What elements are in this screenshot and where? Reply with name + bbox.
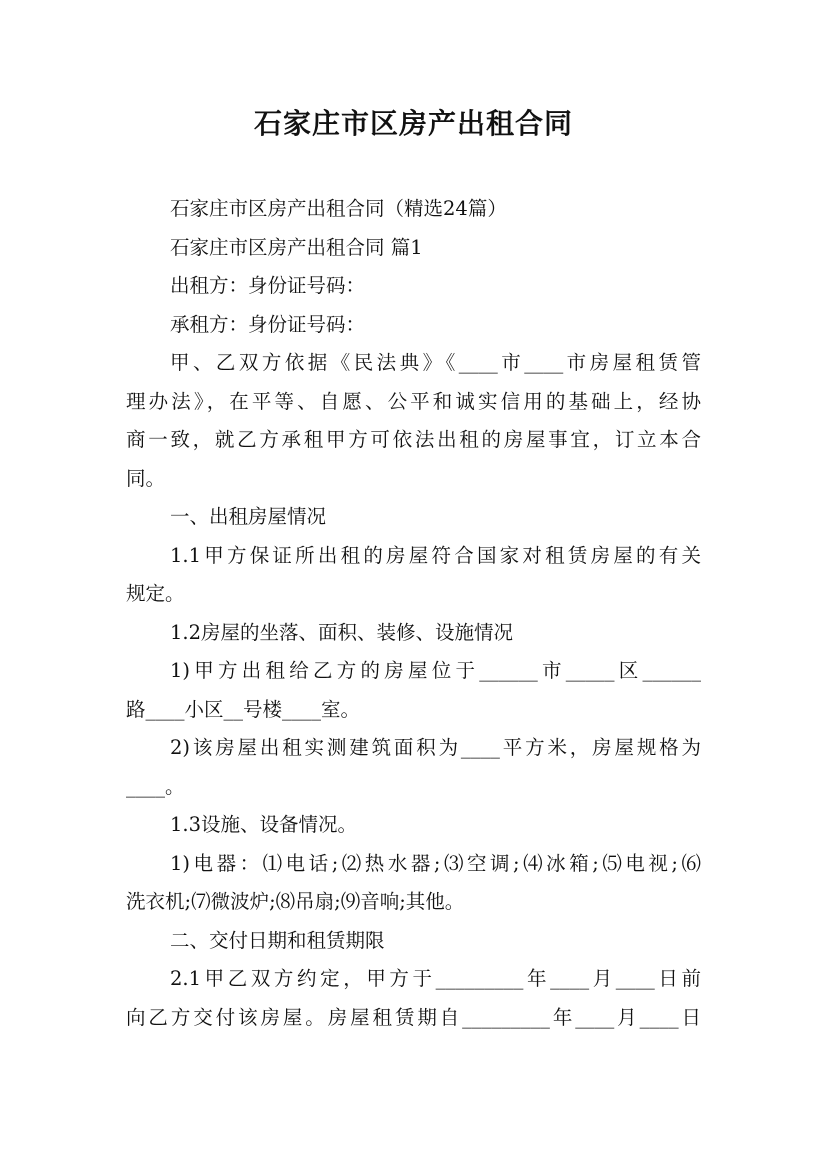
document-title: 石家庄市区房产出租合同 <box>253 107 573 140</box>
text-line: 一、出租房屋情况 <box>170 505 327 528</box>
text-line: 1.1甲方保证所出租的房屋符合国家对租赁房屋的有关 <box>170 543 701 567</box>
text-line: 2)该房屋出租实测建筑面积为____平方米，房屋规格为 <box>170 736 701 759</box>
text-line: 向乙方交付该房屋。房屋租赁期自_________年____月____日 <box>126 1005 701 1029</box>
text-line: 承租方：身份证号码： <box>170 312 366 336</box>
text-line: 甲、乙双方依据《民法典》《____市____市房屋租赁管 <box>170 351 701 374</box>
text-line: 理办法》，在平等、自愿、公平和诚实信用的基础上，经协 <box>126 389 701 413</box>
text-line: 1)甲方出租给乙方的房屋位于______市_____区______ <box>170 659 701 682</box>
text-line: 同。 <box>126 466 166 490</box>
text-line: 商一致，就乙方承租甲方可依法出租的房屋事宜，订立本合 <box>126 428 701 451</box>
text-line: 出租方：身份证号码： <box>170 274 366 297</box>
text-line: 洗衣机;⑺微波炉;⑻吊扇;⑼音响;其他。 <box>126 890 465 913</box>
text-line: 石家庄市区房产出租合同 篇1 <box>170 235 423 259</box>
document-body <box>126 190 701 1037</box>
text-line: 2.1甲乙双方约定，甲方于_________年____月____日前 <box>170 967 701 990</box>
text-line: 1.3设施、设备情况。 <box>170 813 358 836</box>
text-line: 石家庄市区房产出租合同（精选24篇） <box>170 197 507 220</box>
text-line: 1)电器：⑴电话;⑵热水器;⑶空调;⑷冰箱;⑸电视;⑹ <box>170 851 701 875</box>
text-line: 二、交付日期和租赁期限 <box>170 928 385 952</box>
text-line: 1.2房屋的坐落、面积、装修、设施情况 <box>170 620 514 644</box>
text-line: 路____小区__号楼____室。 <box>126 697 361 721</box>
text-line: ____。 <box>126 774 185 798</box>
text-line: 规定。 <box>126 582 185 605</box>
